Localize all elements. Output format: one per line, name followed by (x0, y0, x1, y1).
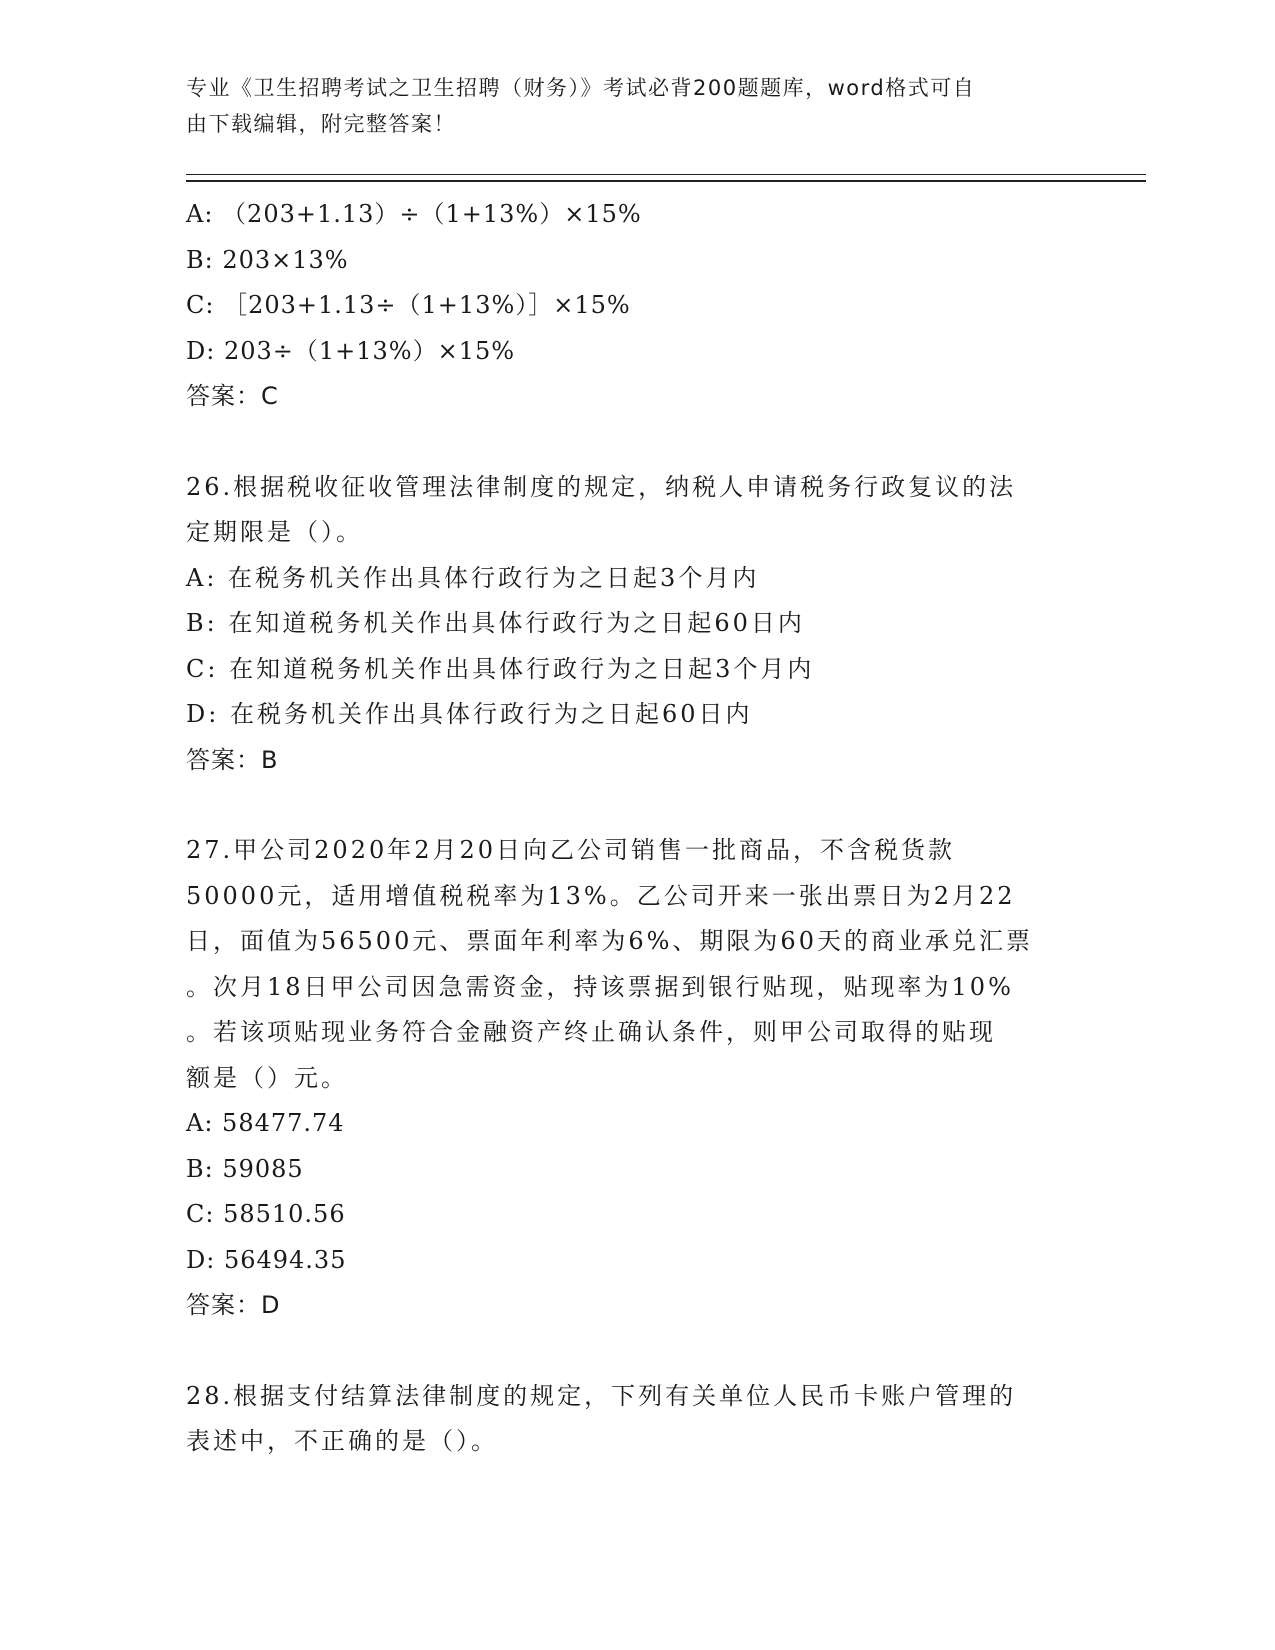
header-line-2: 由下载编辑，附完整答案！ (186, 112, 456, 136)
question-26 (186, 465, 1086, 784)
question-stem-line: 日，面值为56500元、票面年利率为6%、期限为60天的商业承兑汇票 (186, 927, 1033, 955)
option-a: A: （203+1.13）÷（1+13%）×15% (186, 200, 642, 228)
question-28 (186, 1374, 1086, 1465)
header-divider-thin (186, 174, 1146, 175)
answer: 答案：B (186, 745, 279, 774)
spacer (186, 783, 1086, 828)
question-stem-line: 定期限是（）。 (186, 518, 363, 546)
answer: 答案：C (186, 382, 279, 410)
question-list (186, 192, 1086, 1465)
option-d: D: 56494.35 (186, 1245, 347, 1274)
question-stem-line: 额是（）元。 (186, 1063, 348, 1092)
option-a: A: 在税务机关作出具体行政行为之日起3个月内 (186, 563, 760, 592)
question-stem-line: 。若该项贴现业务符合金融资产终止确认条件，则甲公司取得的贴现 (186, 1018, 996, 1046)
option-a: A: 58477.74 (186, 1109, 345, 1137)
option-d: D: 在税务机关作出具体行政行为之日起60日内 (186, 700, 753, 728)
option-c: C: 58510.56 (186, 1200, 346, 1228)
header-divider-thick (186, 180, 1146, 182)
spacer (186, 1329, 1086, 1374)
question-stem-line: 50000元，适用增值税税率为13%。乙公司开来一张出票日为2月22 (186, 881, 1016, 910)
spacer (186, 420, 1086, 465)
option-d: D: 203÷（1+13%）×15% (186, 336, 516, 365)
question-25 (186, 192, 1086, 420)
answer: 答案：D (186, 1291, 281, 1319)
question-27 (186, 828, 1086, 1329)
question-stem-line: 表述中，不正确的是（）。 (186, 1427, 498, 1455)
option-b: B: 在知道税务机关作出具体行政行为之日起60日内 (186, 609, 805, 637)
option-c: C: ［203+1.13÷（1+13%）］×15% (186, 291, 631, 319)
option-b: B: 203×13% (186, 245, 349, 274)
option-b: B: 59085 (186, 1154, 304, 1183)
question-stem-line: 。次月18日甲公司因急需资金，持该票据到银行贴现，贴现率为10% (186, 972, 1014, 1001)
option-c: C: 在知道税务机关作出具体行政行为之日起3个月内 (186, 654, 815, 683)
header-line-1: 专业《卫生招聘考试之卫生招聘（财务）》考试必背200题题库，word格式可自 (186, 76, 976, 100)
question-stem-line: 26.根据税收征收管理法律制度的规定，纳税人申请税务行政复议的法 (186, 472, 1017, 501)
question-stem-line: 28.根据支付结算法律制度的规定，下列有关单位人民币卡账户管理的 (186, 1381, 1017, 1410)
question-stem-line: 27.甲公司2020年2月20日向乙公司销售一批商品，不含税货款 (186, 836, 956, 864)
document-header (186, 70, 1066, 142)
